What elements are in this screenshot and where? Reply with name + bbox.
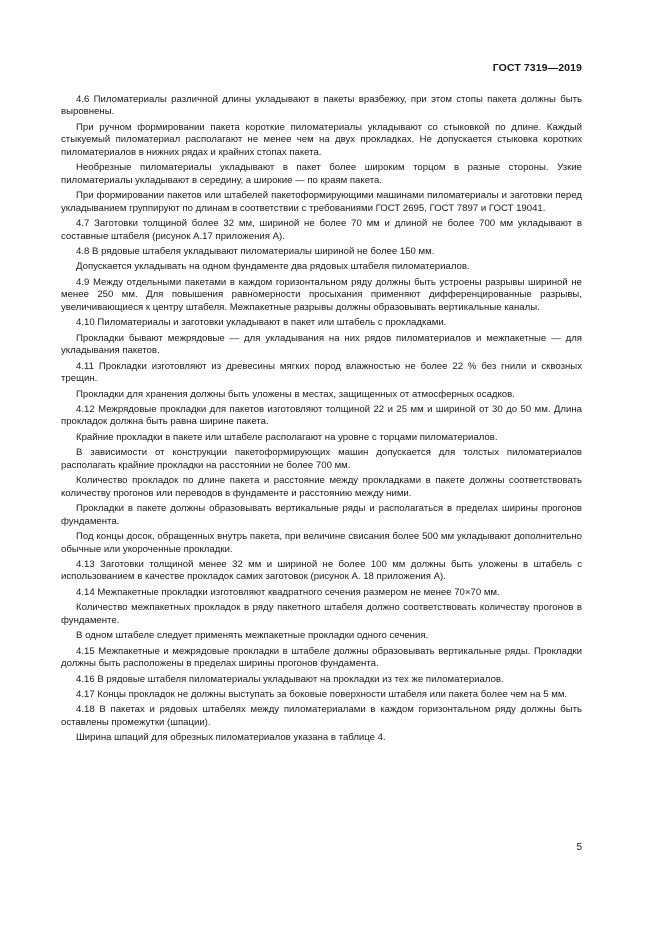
paragraph: 4.17 Концы прокладок не должны выступать за боковые поверхности штабеля или пакета более чем на 5 мм. [76,689,568,701]
page-number: 5 [576,842,582,853]
paragraph: 4.16 В рядовые штабеля пиломатериалы укладывают на прокладки из тех же пиломатериалов. [76,673,504,685]
paragraph: 4.18 В пакетах и рядовых штабелях между пиломатериалами в каждом горизонтальном ряду должны быть оставлены промежутки (шпации). [61,704,582,728]
paragraph: 4.12 Межрядовые прокладки для пакетов изготовляют толщиной 22 и 25 мм и шириной от 30 до 50 мм. Длина прокладок должна быть равна ширине пакета. [61,403,582,428]
paragraph: Количество межпакетных прокладок в ряду пакетного штабеля должно соответствовать количеству прогонов в фундаменте. [61,602,582,626]
paragraph: 4.6 Пиломатериалы различной длины укладывают в пакеты вразбежку, при этом стопы пакета должны быть выровнены. [61,94,582,118]
paragraph: 4.11 Прокладки изготовляют из древесины мягких пород влажностью не более 22 % без гнили и сквозных трещин. [61,360,582,385]
paragraph: 4.8 В рядовые штабеля укладывают пиломатериалы шириной не более 150 мм. [76,245,435,257]
paragraph: Прокладки для хранения должны быть уложены в местах, защищенных от атмосферных осадков. [76,388,515,400]
document-code-header: ГОСТ 7319—2019 [492,62,582,74]
paragraph: Допускается укладывать на одном фундаменте два рядовых штабеля пиломатериалов. [76,261,470,273]
paragraph: 4.13 Заготовки толщиной менее 32 мм и шириной не более 100 мм должны быть уложены в штабель с использованием в качестве прокладок самих заготовок (рисунок А. 18 приложения А). [61,558,582,583]
paragraph: 4.10 Пиломатериалы и заготовки укладывают в пакет или штабель с прокладками. [76,317,447,329]
paragraph: 4.15 Межпакетные и межрядовые прокладки в штабеле должны образовывать вертикальные ряды. Прокладки должны быть расположены в пределах ширины прогонов фундамента. [61,645,582,670]
paragraph: Под концы досок, обращенных внутрь пакета, при величине свисания более 500 мм укладывают дополнительно обычные или укороченные прокладки. [61,531,582,555]
paragraph: При формировании пакетов или штабелей пакетоформирующими машинами пиломатериалы и заготовки перед укладыванием группируют по длинам в соответствии с требованиями ГОСТ 2695, ГОСТ 7897 и ГОСТ 19041. [61,190,582,214]
paragraph: В зависимости от конструкции пакетоформирующих машин допускается для толстых пиломатериалов располагать крайние прокладки на расстоянии не более 700 мм. [61,447,582,471]
paragraph: Необрезные пиломатериалы укладывают в пакет более широким торцом в разные стороны. Узкие пиломатериалы укладывают в середину, а широкие — по краям пакета. [61,162,582,186]
paragraph: 4.9 Между отдельными пакетами в каждом горизонтальном ряду должны быть устроены разрывы шириной не менее 250 мм. Для повышения равномерности просыхания применяют дифференцированные разрывы, увеличивающиеся к центру штабеля. Межпакетные разрывы должны образовывать вертикальные каналы. [61,276,582,313]
document-body [61,94,582,748]
paragraph: Количество прокладок по длине пакета и расстояние между прокладками в пакете должны соответствовать количеству прогонов или переводов в фундаменте и расстоянию между ними. [61,475,582,499]
paragraph: Прокладки бывают межрядовые — для укладывания на них рядов пиломатериалов и межпакетные — для укладывания пакетов. [61,332,582,357]
paragraph: Крайние прокладки в пакете или штабеле располагают на уровне с торцами пиломатериалов. [76,431,498,443]
paragraph: 4.7 Заготовки толщиной более 32 мм, шириной не более 70 мм и длиной не более 700 мм укладывают в составные штабеля (рисунок А.17 приложения А). [61,218,582,242]
paragraph: При ручном формировании пакета короткие пиломатериалы укладывают со стыковкой по длине. Каждый стыкуемый пиломатериал располагают не менее чем на двух прокладках. Не допускается стыковка коротких пиломатериалов в нижних рядах и крайних стопах пакета. [61,121,582,158]
paragraph: Прокладки в пакете должны образовывать вертикальные ряды и располагаться в пределах ширины прогонов фундамента. [61,503,582,527]
paragraph: Ширина шпаций для обрезных пиломатериалов указана в таблице 4. [76,732,386,744]
paragraph: 4.14 Межпакетные прокладки изготовляют квадратного сечения размером не менее 70×70 мм. [76,586,500,598]
paragraph: В одном штабеле следует применять межпакетные прокладки одного сечения. [76,630,429,642]
